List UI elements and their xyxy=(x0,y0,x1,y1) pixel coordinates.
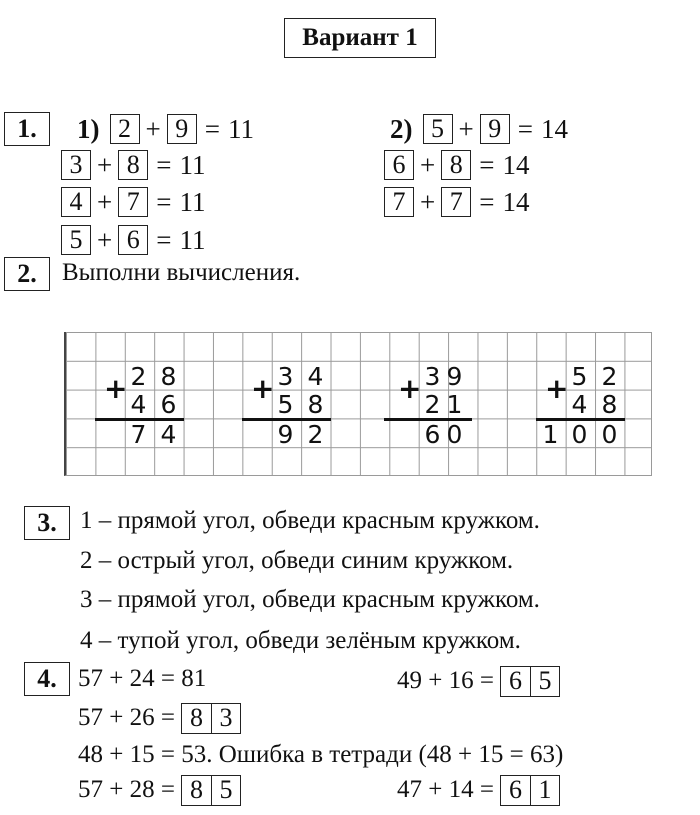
task-4-line-1-right xyxy=(397,664,560,698)
sum-value: 14 xyxy=(502,150,530,180)
expression: 47 + 14 = xyxy=(397,776,494,803)
addend-box: 5 xyxy=(423,114,453,144)
digit: 8 xyxy=(307,389,324,419)
task-1-part-1 xyxy=(77,112,254,145)
answer-digit: 1 xyxy=(530,776,559,805)
addend-box: 8 xyxy=(441,150,471,180)
plus-sign: + xyxy=(97,225,113,255)
plus-sign: + xyxy=(97,187,113,217)
addend-box: 6 xyxy=(118,225,148,255)
task-3-line-1: 1 – прямой угол, обведи красным кружком. xyxy=(80,507,540,534)
digit: 0 xyxy=(446,419,463,449)
equation-row xyxy=(390,112,568,145)
task-1-part-2 xyxy=(390,112,568,145)
addend-box: 7 xyxy=(384,187,414,217)
task-4-line-4-right xyxy=(397,773,560,807)
digit: 4 xyxy=(160,419,177,449)
digit: 0 xyxy=(601,419,618,449)
part-label: 1) xyxy=(77,113,100,144)
digit: 4 xyxy=(130,389,147,419)
equals-sign: = xyxy=(156,150,172,180)
digit: 4 xyxy=(307,361,324,391)
digit: 2 xyxy=(601,361,618,391)
equals-sign: = xyxy=(517,113,533,144)
sum-value: 14 xyxy=(502,187,530,217)
equation-row xyxy=(61,147,205,183)
plus-sign: + xyxy=(420,150,436,180)
addend-box: 9 xyxy=(167,114,197,144)
equals-sign: = xyxy=(204,113,220,144)
sum-value: 14 xyxy=(540,113,568,144)
task-3-line-3: 3 – прямой угол, обведи красным кружком. xyxy=(80,586,540,613)
digit: 6 xyxy=(160,389,177,419)
task-3-line-4: 4 – тупой угол, обведи зелёным кружком. xyxy=(80,627,521,654)
sum-value: 11 xyxy=(179,187,206,217)
task-4-line-2 xyxy=(78,701,241,735)
equation-row xyxy=(77,112,254,145)
equation-row xyxy=(384,183,529,221)
addend-box: 6 xyxy=(384,150,414,180)
addend-box: 3 xyxy=(61,150,91,180)
equation-row xyxy=(384,147,529,183)
equals-sign: = xyxy=(156,225,172,255)
task-2-number: 2. xyxy=(4,257,50,291)
variant-title: Вариант 1 xyxy=(284,18,436,58)
digit: 1 xyxy=(542,419,559,449)
expression: 49 + 16 = xyxy=(397,667,494,694)
answer-digit: 8 xyxy=(189,775,203,804)
digit: 4 xyxy=(571,389,588,419)
expression: 57 + 28 = xyxy=(78,776,175,803)
plus-sign: + xyxy=(545,372,569,405)
digit: 3 xyxy=(424,361,441,391)
task-4-line-4-left xyxy=(78,773,241,807)
task-3-number: 3. xyxy=(24,506,70,540)
task-4-line-3: 48 + 15 = 53. Ошибка в тетради (48 + 15 = 63) xyxy=(78,741,564,768)
answer-digit: 5 xyxy=(211,776,240,805)
part-label: 2) xyxy=(390,113,413,144)
digit: 5 xyxy=(277,389,294,419)
addend-box: 4 xyxy=(61,187,91,217)
plus-sign: + xyxy=(458,113,474,144)
plus-sign: + xyxy=(420,187,436,217)
task-4-line-1-left: 57 + 24 = 81 xyxy=(78,665,207,692)
digit: 2 xyxy=(130,361,147,391)
addend-box: 5 xyxy=(61,225,91,255)
digit: 9 xyxy=(446,361,463,391)
equals-sign: = xyxy=(479,187,495,217)
digit: 2 xyxy=(424,389,441,419)
answer-digit: 6 xyxy=(508,775,522,804)
graph-paper-grid xyxy=(64,332,652,476)
equals-sign: = xyxy=(479,150,495,180)
plus-sign: + xyxy=(97,150,113,180)
task-3-line-2: 2 – острый угол, обведи синим кружком. xyxy=(80,547,514,574)
digit: 8 xyxy=(160,361,177,391)
task-2-instruction: Выполни вычисления. xyxy=(62,259,301,286)
digit: 3 xyxy=(277,361,294,391)
digit: 6 xyxy=(424,419,441,449)
addend-box: 7 xyxy=(441,187,471,217)
answer-box xyxy=(181,775,241,806)
plus-sign: + xyxy=(145,113,161,144)
addend-box: 7 xyxy=(118,187,148,217)
task-1-number: 1. xyxy=(4,112,50,146)
digit: 1 xyxy=(446,389,463,419)
answer-digit: 6 xyxy=(508,666,522,695)
plus-sign: + xyxy=(398,372,422,405)
digit: 9 xyxy=(277,419,294,449)
digit: 7 xyxy=(130,419,147,449)
answer-digit: 3 xyxy=(211,704,240,733)
addend-box: 9 xyxy=(480,114,510,144)
task-1-part-2-rows xyxy=(384,147,529,221)
plus-sign: + xyxy=(251,372,275,405)
digit: 0 xyxy=(571,419,588,449)
answer-box xyxy=(181,703,241,734)
task-4-number: 4. xyxy=(24,662,70,696)
digit: 5 xyxy=(571,361,588,391)
equals-sign: = xyxy=(156,187,172,217)
sum-value: 11 xyxy=(179,225,206,255)
digit: 8 xyxy=(601,389,618,419)
equation-row xyxy=(61,183,205,221)
sum-value: 11 xyxy=(227,113,254,144)
plus-sign: + xyxy=(104,372,128,405)
digit: 2 xyxy=(307,419,324,449)
task-1-part-1-rows xyxy=(61,147,205,259)
expression: 57 + 26 = xyxy=(78,704,175,731)
equation-row xyxy=(61,221,205,259)
addend-box: 8 xyxy=(118,150,148,180)
answer-box xyxy=(500,666,560,697)
answer-digit: 5 xyxy=(530,667,559,696)
answer-digit: 8 xyxy=(189,703,203,732)
sum-value: 11 xyxy=(179,150,206,180)
addend-box: 2 xyxy=(110,114,140,144)
answer-box xyxy=(500,775,560,806)
